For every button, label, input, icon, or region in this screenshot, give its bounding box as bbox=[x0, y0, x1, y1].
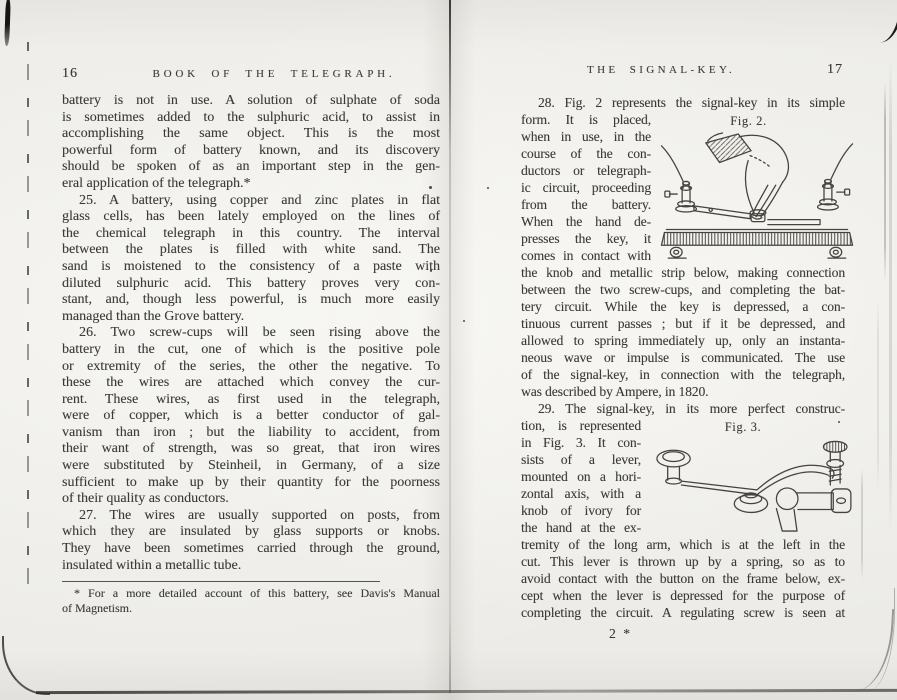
text-line: the hand at the ex- bbox=[521, 520, 641, 535]
text-line: from the battery. bbox=[521, 197, 651, 212]
scan-speck bbox=[463, 320, 465, 322]
paragraph-28-rest bbox=[521, 264, 845, 400]
text-line: of the signal-key, in connection with the telegraph, bbox=[521, 367, 845, 382]
right-page bbox=[521, 62, 845, 642]
figure-2-illustration-hand-pressing-signal-key bbox=[655, 131, 860, 264]
paragraph-29-first-line bbox=[521, 400, 845, 417]
text-line: form. It is placed, bbox=[521, 112, 651, 127]
scan-artifact-bottom-right-arc bbox=[868, 588, 895, 691]
paragraph-26 bbox=[62, 325, 440, 508]
text-line: cut. This lever is thrown up by a spring, so as to bbox=[521, 554, 845, 569]
figure-2 bbox=[651, 111, 846, 264]
text-line: ic circuit, proceeding bbox=[521, 180, 651, 195]
footnote-rule bbox=[62, 581, 380, 582]
text-line: vanism than iron ; but the liability to accident, from bbox=[62, 424, 440, 440]
paragraph-28-figure-row bbox=[521, 111, 845, 264]
text-line: 25. A battery, using copper and zinc plates in flat bbox=[79, 192, 440, 208]
paragraph-29-rest bbox=[521, 536, 845, 621]
text-line: insulated within a metallic tube. bbox=[62, 557, 242, 573]
text-line: presses the key, it bbox=[521, 231, 651, 246]
text-line: were of copper, which is a better conductor of gal- bbox=[62, 408, 440, 424]
paragraph-24-continuation bbox=[62, 93, 440, 193]
page-gutter-line bbox=[449, 0, 451, 693]
right-running-header bbox=[521, 62, 845, 78]
text-line: comes in contact with bbox=[521, 248, 651, 263]
text-line: is sometimes added to the sulphuric acid, to assist in bbox=[62, 109, 440, 125]
paragraph-27 bbox=[62, 508, 440, 574]
text-line: which they are insulated by glass supports or knobs. bbox=[62, 524, 440, 540]
text-line: battery is not in use. A solution of sulphate of soda bbox=[62, 93, 440, 108]
text-line: the knob and metallic strip below, making connection bbox=[521, 265, 845, 280]
text-line: glass cells, has been lately employed on the lines of bbox=[62, 209, 440, 225]
text-line: between the two screw-cups, and completing the bat- bbox=[521, 282, 845, 297]
figure-3 bbox=[641, 417, 845, 536]
scan-artifact-bottom-left-curve bbox=[2, 636, 50, 695]
text-line: avoid contact with the button on the frame below, ex- bbox=[521, 571, 845, 586]
right-page-body bbox=[521, 94, 845, 642]
scan-artifact-right-edge-smudge bbox=[884, 82, 886, 282]
text-line: managed than the Grove battery. bbox=[62, 308, 245, 324]
text-line: tery circuit. While the key is depressed, a con- bbox=[521, 299, 845, 314]
text-line: ductors or telegraph- bbox=[521, 163, 651, 178]
text-line: 28. Fig. 2 represents the signal-key in its simple bbox=[538, 95, 845, 110]
text-line: was described by Ampere, in 1820. bbox=[521, 384, 709, 399]
text-line: tinuous current passes ; but if it be depressed, and bbox=[521, 316, 845, 331]
text-line: tremity of the long arm, which is at the left in the bbox=[521, 537, 845, 552]
text-line: accomplishing the same object. This is the most bbox=[62, 126, 440, 142]
scan-artifact-right-edge-smudge bbox=[861, 468, 863, 580]
signature-mark: 2 * bbox=[609, 626, 632, 641]
scan-artifact-right-edge-smudge bbox=[877, 300, 879, 490]
scan-artifact-right-edge-smudge bbox=[889, 60, 892, 530]
text-line: rent. These wires, as first used in the telegraph, bbox=[62, 391, 440, 407]
text-line: knob of ivory for bbox=[521, 503, 641, 518]
scan-artifact-left-binding-marks bbox=[27, 42, 29, 600]
text-line: zontal axis, with a bbox=[521, 486, 641, 501]
text-line: 29. The signal-key, in its more perfect construc- bbox=[538, 401, 845, 416]
text-line: sists of a lever, bbox=[521, 452, 641, 467]
figure-3-caption: Fig. 3. bbox=[724, 420, 762, 434]
text-line: sand is moistened to the consistency of a paste with bbox=[62, 258, 440, 274]
text-line: battery in the cut, one of which is the positive pole bbox=[62, 341, 440, 357]
text-line: of their quality as conductors. bbox=[62, 491, 229, 507]
text-line: tion, is represented bbox=[521, 418, 641, 433]
scan-speck bbox=[487, 187, 489, 189]
paragraph-29-narrow-column bbox=[521, 417, 641, 536]
footnote bbox=[62, 586, 440, 616]
text-line: sufficient to make up by their quantity for the poorness bbox=[62, 474, 440, 490]
text-line: stant, and, though less powerful, is much more easily bbox=[62, 292, 440, 308]
text-line: their want of strength, was so great, that iron wires bbox=[62, 441, 440, 457]
text-line: or extremity of the series, the other the negative. To bbox=[62, 358, 440, 374]
paragraph-29-figure-row bbox=[521, 417, 845, 536]
text-line: When the hand de- bbox=[521, 214, 651, 229]
left-running-title: BOOK OF THE TELEGRAPH. bbox=[152, 68, 396, 80]
right-page-number: 17 bbox=[827, 62, 843, 77]
scan-artifact-top-right-mark bbox=[879, 0, 897, 45]
figure-3-illustration-signal-key-lever bbox=[641, 438, 856, 534]
text-line: 27. The wires are usually supported on posts, from bbox=[79, 507, 440, 523]
text-line: mounted on a hori- bbox=[521, 469, 641, 484]
text-line: neous wave or impulse is communicated. The use bbox=[521, 350, 845, 365]
figure-2-caption: Fig. 2. bbox=[730, 114, 767, 128]
text-line: when in use, in the bbox=[521, 129, 651, 144]
text-line: powerful form of battery known, and its discovery bbox=[62, 142, 440, 158]
text-line: diluted sulphuric acid. This battery proves very con- bbox=[62, 275, 440, 291]
paragraph-28-narrow-column bbox=[521, 111, 651, 264]
scan-artifact-top-left-streak bbox=[4, 0, 11, 46]
scan-artifact-bottom-page-edge bbox=[36, 689, 897, 694]
text-line: these the wires are attached which convey the cur- bbox=[62, 375, 440, 391]
text-line: of Magnetism. bbox=[62, 601, 132, 616]
text-line: should be spoken of as an important step in the gen- bbox=[62, 159, 440, 175]
text-line: in Fig. 3. It con- bbox=[521, 435, 641, 450]
left-page bbox=[62, 66, 440, 616]
text-line: allowed to spring immediately up, only an instanta- bbox=[521, 333, 845, 348]
text-line: were substituted by Steinheil, in Germany, of a size bbox=[62, 458, 440, 474]
text-line: * For a more detailed account of this battery, see Davis's Manual bbox=[74, 586, 440, 601]
left-page-body bbox=[62, 93, 440, 574]
text-line: eral application of the telegraph.* bbox=[62, 175, 251, 191]
paragraph-28-first-line bbox=[521, 94, 845, 111]
right-running-title: THE SIGNAL-KEY. bbox=[586, 64, 736, 76]
text-line: course of the con- bbox=[521, 146, 651, 161]
left-page-number: 16 bbox=[62, 66, 78, 81]
text-line: 26. Two screw-cups will be seen rising above the bbox=[79, 325, 440, 341]
scan-artifact-bottom-right-arc bbox=[850, 607, 894, 693]
text-line: between the plates is filled with white sand. The bbox=[62, 242, 440, 258]
paragraph-25 bbox=[62, 193, 440, 326]
text-line: They have been sometimes carried through the ground, bbox=[62, 541, 440, 557]
text-line: the chemical telegraph in this country. The interval bbox=[62, 225, 440, 241]
text-line: cept when the lever is depressed for the purpose of bbox=[521, 588, 845, 603]
left-running-header bbox=[62, 66, 440, 82]
text-line: completing the circuit. A regulating screw is seen at bbox=[521, 605, 845, 620]
